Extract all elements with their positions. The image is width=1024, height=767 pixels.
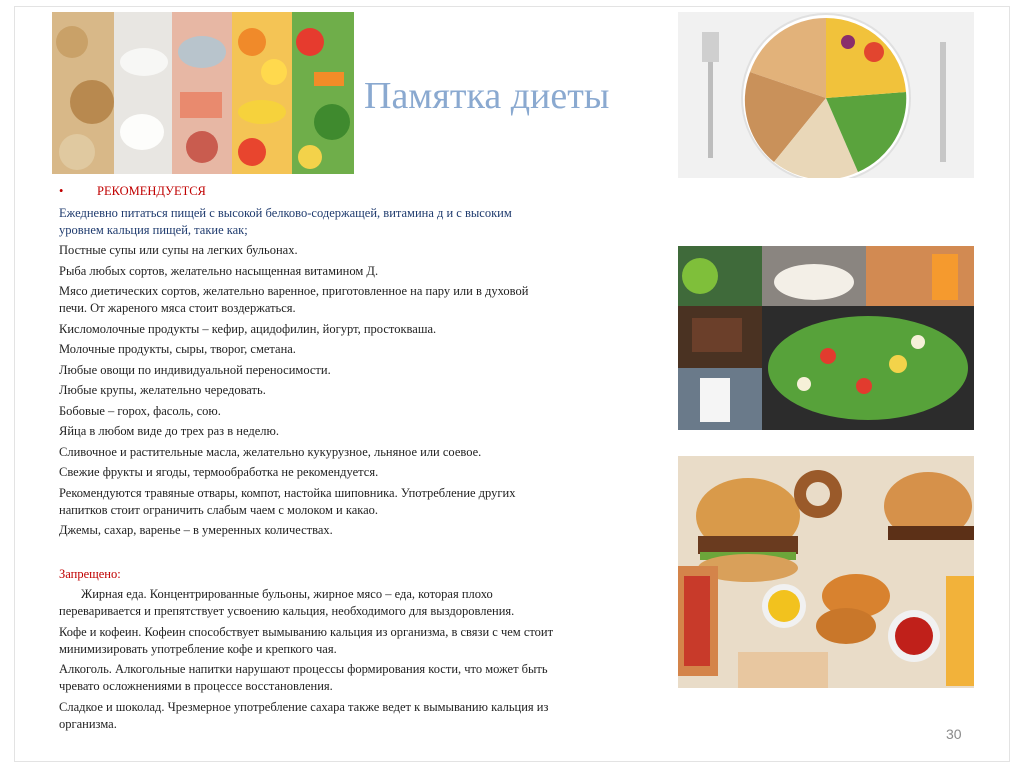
recommended-intro-line: уровнем кальция пищей, такие как;: [59, 223, 248, 237]
list-item: Яйца в любом виде до трех раз в неделю.: [59, 424, 279, 438]
list-item: Жирная еда. Концентрированные бульоны, жирное мясо – еда, которая плохо: [81, 587, 493, 601]
healthy-food-collage-photo: [678, 246, 974, 430]
list-item: Любые овощи по индивидуальной переносимости.: [59, 362, 331, 377]
list-item: Джемы, сахар, варенье – в умеренных количествах.: [59, 523, 333, 537]
list-item: Кофе и кофеин. Кофеин способствует вымыванию кальция из организма, в связи с чем стоит: [59, 624, 554, 639]
bullet-marker: •: [59, 184, 64, 198]
list-item: Молочные продукты, сыры, творог, сметана.: [59, 342, 296, 356]
forbidden-list: [59, 586, 659, 733]
page-number: 30: [946, 726, 962, 742]
forbidden-heading: Запрещено:: [59, 567, 121, 581]
food-groups-photo: [52, 12, 354, 174]
list-item: Рекомендуются травяные отвары, компот, настойка шиповника. Употребление других: [59, 485, 516, 500]
list-item: печи. От жареного мяса стоит воздержаться.: [59, 301, 296, 315]
list-item: организма.: [59, 716, 117, 731]
list-item: Сладкое и шоколад. Чрезмерное употребление сахара также ведет к вымыванию кальция из: [59, 699, 549, 714]
list-item: Свежие фрукты и ягоды, термообработка не рекомендуется.: [59, 465, 379, 479]
list-item: Мясо диетических сортов, желательно варенное, приготовленное на пару или в духовой: [59, 284, 529, 298]
recommended-intro: [59, 205, 659, 239]
list-item: Алкоголь. Алкогольные напитки нарушают процессы формирования кости, что может быть: [59, 662, 548, 676]
slide-title: Памятка диеты: [364, 75, 610, 117]
list-item: Кисломолочные продукты – кефир, ацидофилин, йогурт, простокваша.: [59, 321, 437, 336]
list-item: напитков стоит ограничить слабым чаем с молоком и какао.: [59, 502, 379, 517]
list-item: минимизировать употребление кофе и крепкого чая.: [59, 641, 337, 656]
plate-with-food-photo: [678, 12, 974, 178]
recommended-heading: РЕКОМЕНДУЕТСЯ: [97, 184, 206, 198]
fast-food-photo: [678, 456, 974, 688]
recommended-intro-line: Ежедневно питаться пищей с высокой белково-содержащей, витамина д и с высоким: [59, 206, 512, 220]
list-item: чревато осложнениями в процессе восстановления.: [59, 679, 333, 693]
list-item: Сливочное и растительные масла, желательно кукурузное, льняное или соевое.: [59, 444, 482, 459]
list-item: Рыба любых сортов, желательно насыщенная витамином Д.: [59, 263, 379, 278]
list-item: переваривается и препятствует усвоению кальция, необходимого для выздоровления.: [59, 604, 515, 618]
list-item: Бобовые – горох, фасоль, сою.: [59, 403, 221, 418]
list-item: Постные супы или супы на легких бульонах.: [59, 243, 298, 257]
recommended-list: [59, 242, 659, 539]
list-item: Любые крупы, желательно чередовать.: [59, 383, 266, 397]
